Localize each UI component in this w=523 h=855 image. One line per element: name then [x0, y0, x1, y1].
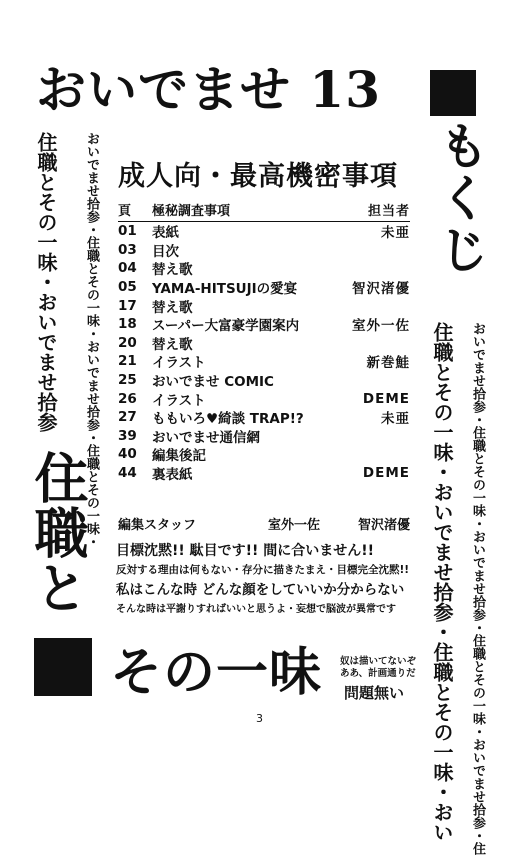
- toc-page-number: 18: [118, 316, 137, 333]
- section-heading: 成人向・最高機密事項: [118, 161, 398, 192]
- toc-entry-title: 裏表紙: [152, 467, 193, 484]
- toc-page-number: 03: [118, 241, 137, 258]
- toc-header: [118, 202, 410, 222]
- toc-entry-title: YAMA-HITSUJIの愛宴: [152, 281, 298, 298]
- message-line: 反対する理由は何もない・存分に描きたまえ・目標完全沈黙!!: [116, 564, 410, 576]
- toc-page-number: 39: [118, 427, 137, 444]
- toc-row: [118, 464, 410, 483]
- col-page-header: 頁: [118, 204, 132, 219]
- toc-entry-author: 未亜: [381, 225, 410, 242]
- left-vertical-big-text: 住職とその一味・おいでませ拾参: [34, 132, 58, 432]
- toc-row: [118, 241, 410, 260]
- toc-page-number: 27: [118, 409, 137, 426]
- toc-entry-author: DEME: [362, 465, 410, 482]
- toc-row: [118, 334, 410, 353]
- black-square-decoration: [34, 638, 92, 696]
- toc-entry-title: おいでませ通信網: [152, 429, 260, 446]
- table-of-contents: [118, 202, 410, 482]
- toc-page-number: 21: [118, 353, 137, 370]
- staff-label: 編集スタッフ: [118, 518, 197, 533]
- message-line: そんな時は平謝りすればいいと思うよ・妄想で脳波が異常です: [116, 604, 396, 615]
- toc-entry-title: 替え歌: [152, 336, 193, 353]
- sono-ichimi-text: その一味: [110, 642, 323, 703]
- toc-entry-author: 未亜: [381, 411, 410, 428]
- page-title: おいでませ 13: [36, 60, 381, 119]
- toc-page-number: 25: [118, 372, 137, 389]
- toc-page-number: 44: [118, 465, 137, 482]
- toc-row: [118, 315, 410, 334]
- staff-member: 智沢渚優: [357, 518, 410, 533]
- toc-row: [118, 408, 410, 427]
- toc-entry-title: 目次: [152, 243, 179, 260]
- toc-row: [118, 445, 410, 464]
- toc-entry-title: イラスト: [152, 392, 206, 409]
- toc-entry-title: イラスト: [152, 355, 206, 372]
- toc-entry-title: おいでませ COMIC: [152, 374, 274, 391]
- jushoku-vertical-text: 住職と: [26, 450, 90, 615]
- toc-row: [118, 352, 410, 371]
- toc-page-number: 04: [118, 260, 137, 277]
- toc-row: [118, 296, 410, 315]
- toc-row: [118, 371, 410, 390]
- mokuji-label: もくじ: [431, 120, 490, 276]
- staff-member: 室外一佐: [268, 518, 321, 533]
- toc-page-number: 26: [118, 390, 137, 407]
- left-vertical-small-text: おいでませ拾参・住職とその一味・おいでませ拾参・住職とその一味・: [84, 132, 99, 548]
- side-note-line: ああ、計画通りだ: [340, 668, 416, 679]
- toc-row: [118, 222, 410, 241]
- side-note: [340, 656, 416, 680]
- toc-entry-author: 新巻鮭: [366, 355, 410, 372]
- toc-row: [118, 427, 410, 446]
- toc-entry-author: 智沢渚優: [352, 281, 410, 298]
- right-vertical-small-text: おいでませ拾参・住職とその一味・おいでませ拾参・住職とその一味・おいでませ拾参・住: [470, 322, 485, 855]
- col-title-header: 極秘調査事項: [152, 204, 231, 219]
- toc-page-number: 40: [118, 446, 137, 463]
- toc-entry-title: スーパー大富豪学園案内: [152, 318, 300, 335]
- toc-rows: [118, 222, 410, 482]
- toc-entry-title: ももいろ♥綺談 TRAP!?: [152, 411, 304, 428]
- message-line: 目標沈黙!! 駄目です!! 間に合いません!!: [116, 543, 375, 559]
- toc-page-number: 17: [118, 297, 137, 314]
- toc-page-number: 20: [118, 334, 137, 351]
- page-number: 3: [256, 712, 263, 725]
- toc-entry-title: 替え歌: [152, 299, 193, 316]
- side-note-line: 奴は描いてないぞ: [340, 656, 417, 667]
- toc-entry-title: 編集後記: [152, 448, 206, 465]
- toc-row: [118, 278, 410, 297]
- toc-entry-title: 替え歌: [152, 262, 193, 279]
- side-note-emphasis: 問題無い: [344, 684, 405, 702]
- toc-row: [118, 259, 410, 278]
- toc-entry-author: 室外一佐: [352, 318, 410, 335]
- col-author-header: 担当者: [367, 204, 410, 219]
- right-vertical-big-text: 住職とその一味・おいでませ拾参・住職とその一味・おい: [430, 322, 454, 842]
- toc-page-number: 01: [118, 223, 137, 240]
- editorial-staff: [118, 514, 410, 533]
- toc-page-number: 05: [118, 279, 137, 296]
- black-square-decoration: [430, 70, 476, 116]
- toc-entry-title: 表紙: [152, 225, 179, 242]
- toc-entry-author: DEME: [362, 390, 410, 407]
- message-line: 私はこんな時 どんな顔をしていいか分からない: [116, 582, 405, 598]
- toc-row: [118, 389, 410, 408]
